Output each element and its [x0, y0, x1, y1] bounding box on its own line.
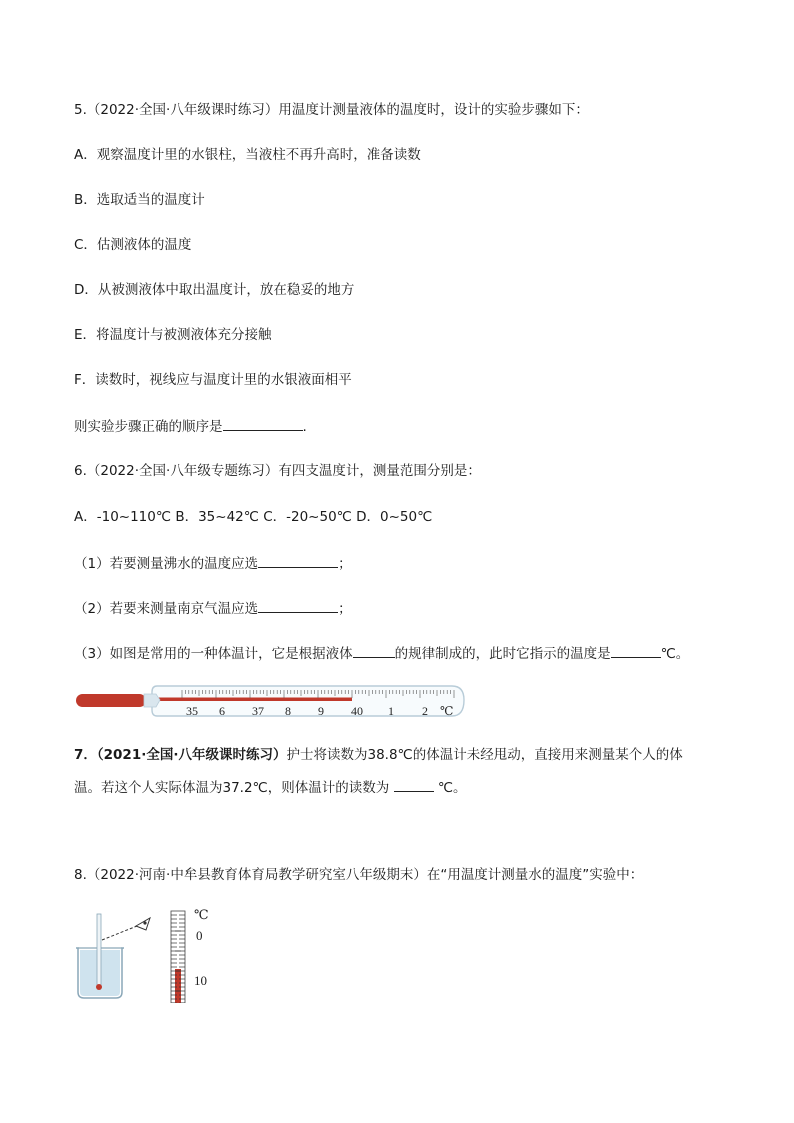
q7-answer-blank[interactable]: [394, 776, 434, 792]
thermometer-mercury-column: [142, 698, 352, 702]
q6-stem: 6.（2022·全国·八年级专题练习）有四支温度计，测量范围分别是：: [74, 463, 481, 479]
thermometer-label: 40: [351, 704, 363, 718]
thermometer-label: 9: [318, 704, 324, 718]
q7-line2: [74, 776, 467, 798]
q6-sub2: [74, 597, 352, 619]
beaker-thermometer: [97, 914, 101, 986]
clinical-thermometer-figure: [72, 682, 472, 722]
scale-label-0: 0: [196, 928, 203, 943]
scale-unit-label: ℃: [194, 907, 209, 922]
q5-step-c: C．估测液体的温度: [74, 237, 192, 253]
q6-sub2-suffix: ；: [338, 601, 352, 617]
q5-ask-prefix: 则实验步骤正确的顺序是: [74, 419, 223, 435]
q6-sub3: [74, 642, 689, 664]
q6-sub3-suffix: ℃。: [660, 646, 690, 662]
q6-sub2-blank[interactable]: [258, 597, 338, 613]
q6-sub1-blank[interactable]: [258, 552, 338, 568]
q6-sub3-blank-2[interactable]: [611, 642, 661, 658]
q6-sub3-mid: 的规律制成的，此时它指示的温度是: [394, 646, 611, 662]
q5-answer-blank[interactable]: [223, 415, 303, 431]
q5-step-b: B．选取适当的温度计: [74, 192, 205, 208]
eye-icon: [136, 918, 150, 930]
q5-ask: [74, 415, 307, 437]
q6-options: A．-10~110℃ B．35~42℃ C．-20~50℃ D．0~50℃: [74, 509, 433, 525]
q7-line1: [74, 745, 683, 765]
thermometer-label: 35: [186, 704, 198, 718]
scale-mercury: [175, 969, 181, 1003]
q5-step-e: E．将温度计与被测液体充分接触: [74, 327, 272, 343]
q6-sub1-suffix: ；: [338, 556, 352, 572]
thermometer-label: 37: [252, 704, 264, 718]
q7-text-3: ℃。: [437, 780, 467, 796]
thermometer-label: 6: [219, 704, 225, 718]
q6-sub1: [74, 552, 352, 574]
q7-source: 7．（2021·全国·八年级课时练习）: [74, 747, 287, 763]
q6-sub1-prefix: （1）若要测量沸水的温度应选: [74, 556, 259, 572]
q6-sub3-prefix: （3）如图是常用的一种体温计，它是根据液体: [74, 646, 353, 662]
thermometer-label: 1: [388, 704, 394, 718]
q7-text-2: 温。若这个人实际体温为37.2℃，则体温计的读数为: [74, 780, 390, 796]
q7-text-1: 护士将读数为38.8℃的体温计未经甩动，直接用来测量某个人的体: [286, 747, 683, 763]
q6-sub3-blank-1[interactable]: [353, 642, 395, 658]
q5-stem: 5.（2022·全国·八年级课时练习）用温度计测量液体的温度时，设计的实验步骤如下：: [74, 102, 589, 118]
q5-step-a: A．观察温度计里的水银柱，当液柱不再升高时，准备读数: [74, 147, 421, 163]
q8-stem: 8.（2022·河南·中牟县教育体育局教学研究室八年级期末）在“用温度计测量水的温度”实验中：: [74, 867, 644, 883]
q5-step-d: D．从被测液体中取出温度计，放在稳妥的地方: [74, 282, 355, 298]
thermometer-label: 2: [422, 704, 428, 718]
beaker-thermometer-figure: [72, 910, 162, 1002]
thermometer-bulb: [76, 694, 146, 707]
thermometer-label: ℃: [440, 704, 454, 718]
thermometer-label: 8: [285, 704, 291, 718]
vertical-thermometer-scale: [165, 903, 225, 1003]
scale-label-10: 10: [194, 973, 207, 988]
q6-sub2-prefix: （2）若要来测量南京气温应选: [74, 601, 259, 617]
q5-step-f: F．读数时，视线应与温度计里的水银液面相平: [74, 372, 352, 388]
q5-ask-suffix: .: [302, 419, 307, 435]
